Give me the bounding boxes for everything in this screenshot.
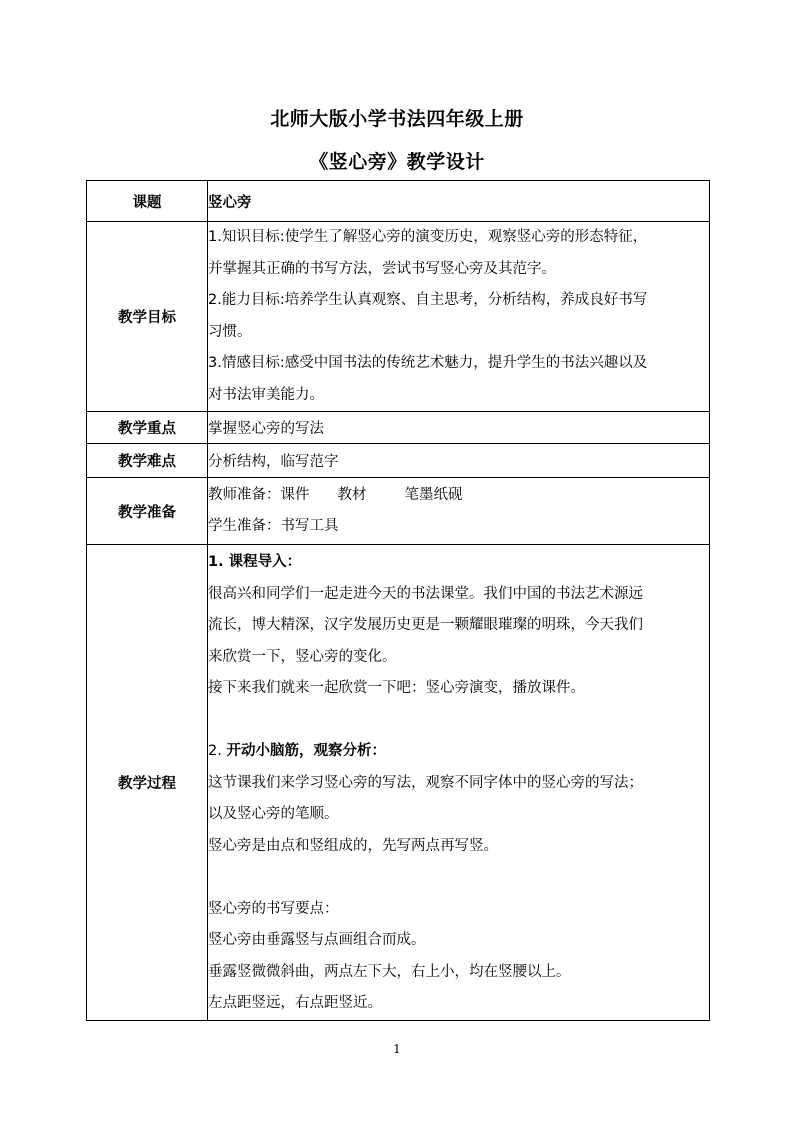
value-difficulty: 分析结构，临写范字 <box>208 444 710 478</box>
page-number: 1 <box>393 1042 401 1056</box>
student-preparation: 学生准备：书写工具 <box>208 518 339 534</box>
document-subtitle: 《竖心旁》教学设计 <box>309 151 485 173</box>
value-key-point: 掌握竖心旁的写法 <box>208 412 710 444</box>
label-key-point: 教学重点 <box>87 412 208 444</box>
goals-line: 习惯。 <box>208 323 252 340</box>
row-goals <box>87 222 710 412</box>
process-line: 来欣赏一下，竖心旁的变化。 <box>208 648 397 665</box>
process-line: 接下来我们就来一起欣赏一下吧：竖心旁演变，播放课件。 <box>208 680 585 696</box>
process-line: 以及竖心旁的笔顺。 <box>208 806 339 822</box>
process-line: 很高兴和同学们一起走进今天的书法课堂。我们中国的书法艺术源远 <box>208 585 643 602</box>
teacher-prep-item: 笔墨纸砚 <box>404 486 463 503</box>
process-section-title <box>208 736 709 768</box>
goals-line: 2.能力目标:培养学生认真观察、自主思考，分析结构，养成良好书写 <box>208 292 648 308</box>
value-preparation <box>208 478 710 545</box>
goals-line: 1.知识目标:使学生了解竖心旁的演变历史，观察竖心旁的形态特征， <box>208 229 648 245</box>
label-goals: 教学目标 <box>87 222 208 412</box>
row-key-point <box>87 412 710 444</box>
goals-line: 并掌握其正确的书写方法，尝试书写竖心旁及其范字。 <box>208 260 556 277</box>
row-process <box>87 545 710 1021</box>
process-line: 竖心旁由垂露竖与点画组合而成。 <box>208 932 426 948</box>
process-line: 竖心旁的书写要点： <box>208 900 339 917</box>
teacher-prep-prefix: 教师准备：课件 <box>208 486 310 503</box>
lesson-plan-table <box>86 180 710 1021</box>
document-title: 北师大版小学书法四年级上册 <box>270 108 524 130</box>
row-topic <box>87 181 710 222</box>
section-number: 2. <box>208 743 227 759</box>
process-line: 这节课我们来学习竖心旁的写法，观察不同字体中的竖心旁的写法； <box>208 774 643 791</box>
value-process <box>208 545 710 1021</box>
process-line: 流长，博大精深，汉字发展历史更是一颗耀眼璀璨的明珠，今天我们 <box>208 617 643 633</box>
row-preparation <box>87 478 710 545</box>
value-goals <box>208 222 710 412</box>
goals-line: 3.情感目标:感受中国书法的传统艺术魅力，提升学生的书法兴趣以及 <box>208 355 648 371</box>
label-topic: 课题 <box>87 181 208 222</box>
label-process: 教学过程 <box>87 545 208 1021</box>
process-line: 竖心旁是由点和竖组成的，先写两点再写竖。 <box>208 837 498 854</box>
process-section-title: 1. 课程导入： <box>208 554 302 570</box>
process-line: 垂露竖微微斜曲，两点左下大，右上小，均在竖腰以上。 <box>208 963 571 980</box>
row-difficulty <box>87 444 710 478</box>
section-title-text: 开动小脑筋，观察分析： <box>226 743 386 759</box>
teacher-prep-item: 教材 <box>337 486 367 503</box>
goals-line: 对书法审美能力。 <box>208 386 324 403</box>
label-preparation: 教学准备 <box>87 478 208 545</box>
teacher-preparation <box>208 480 709 512</box>
value-topic: 竖心旁 <box>208 181 710 222</box>
process-line: 左点距竖远，右点距竖近。 <box>208 995 382 1011</box>
label-difficulty: 教学难点 <box>87 444 208 478</box>
